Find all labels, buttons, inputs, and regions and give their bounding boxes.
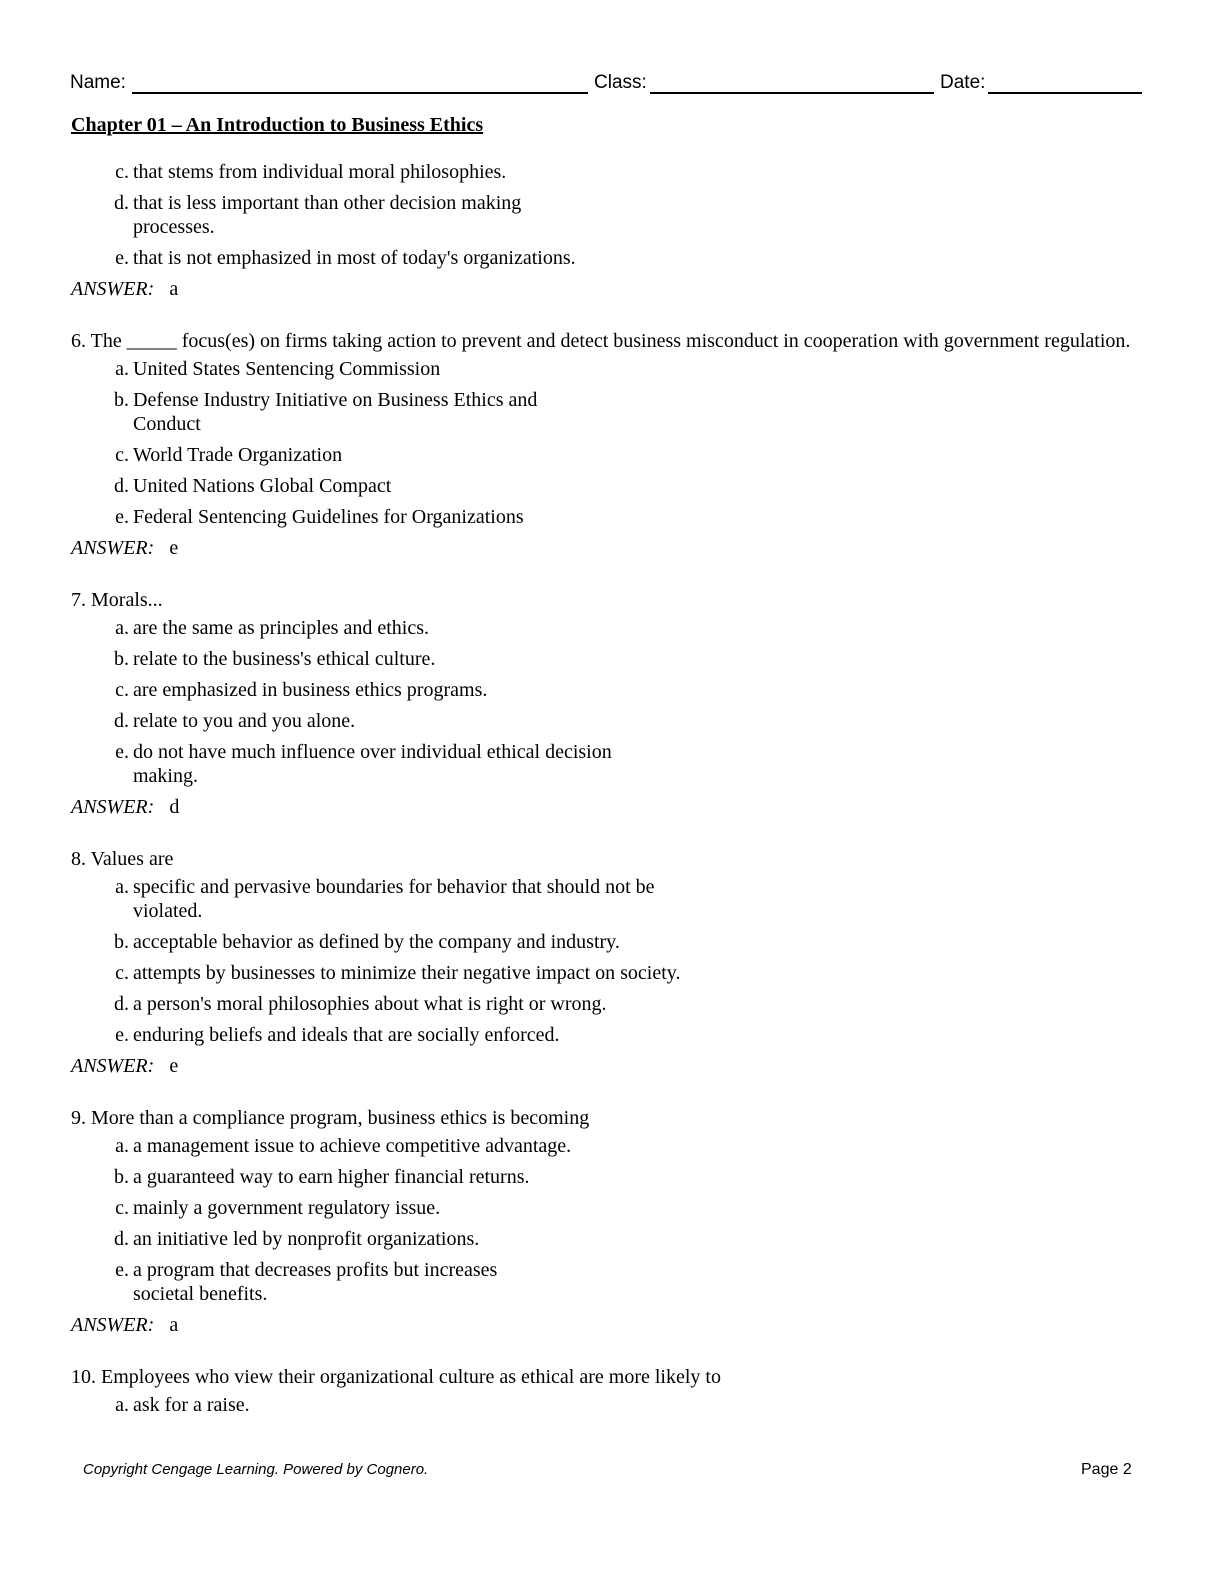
option-text: that is not emphasized in most of today's organizations. xyxy=(133,247,576,269)
question-9 xyxy=(71,1106,1131,1337)
answer-option xyxy=(71,930,1131,954)
option-letter: a. xyxy=(115,876,129,898)
option-text: a person's moral philosophies about what is right or wrong. xyxy=(133,993,607,1015)
answer-value: e xyxy=(169,537,179,559)
option-letter: a. xyxy=(115,1135,129,1157)
answer-key xyxy=(71,277,1131,301)
option-letter: b. xyxy=(114,1166,129,1188)
answer-label: ANSWER: xyxy=(71,278,155,300)
answer-option xyxy=(71,357,1131,381)
answer-option xyxy=(71,740,1131,788)
answer-value: a xyxy=(169,278,179,300)
answer-value: e xyxy=(169,1055,179,1077)
answer-label: ANSWER: xyxy=(71,1314,155,1336)
name-line xyxy=(132,92,588,94)
answer-option xyxy=(71,388,1131,436)
answer-option xyxy=(71,1227,1131,1251)
question-7 xyxy=(71,588,1131,819)
date-label: Date: xyxy=(940,72,986,93)
answer-label: ANSWER: xyxy=(71,796,155,818)
option-letter: d. xyxy=(114,1228,129,1250)
question-stem: 9. More than a compliance program, business ethics is becoming xyxy=(71,1107,590,1129)
answer-key xyxy=(71,795,1131,819)
answer-option xyxy=(71,1134,1131,1158)
footer-page-number: Page 2 xyxy=(1081,1461,1132,1478)
option-text: specific and pervasive boundaries for behavior that should not be violated. xyxy=(133,876,655,922)
option-letter: d. xyxy=(114,192,129,214)
option-text: Federal Sentencing Guidelines for Organizations xyxy=(133,506,524,528)
option-letter: e. xyxy=(115,741,129,763)
option-text: relate to the business's ethical culture. xyxy=(133,648,436,670)
option-letter: a. xyxy=(115,617,129,639)
option-text: a guaranteed way to earn higher financial returns. xyxy=(133,1166,530,1188)
option-text: Defense Industry Initiative on Business Ethics and Conduct xyxy=(133,389,538,435)
option-text: relate to you and you alone. xyxy=(133,710,356,732)
option-letter: e. xyxy=(115,1259,129,1281)
option-letter: d. xyxy=(114,475,129,497)
answer-option xyxy=(71,875,1131,923)
answer-key xyxy=(71,1313,1131,1337)
answer-value: a xyxy=(169,1314,179,1336)
option-text: attempts by businesses to minimize their negative impact on society. xyxy=(133,962,681,984)
option-letter: c. xyxy=(115,444,129,466)
option-text: a program that decreases profits but increases societal benefits. xyxy=(133,1259,498,1305)
answer-option xyxy=(71,443,1131,467)
question-10 xyxy=(71,1365,1131,1417)
question-stem: 7. Morals... xyxy=(71,589,163,611)
option-text: United States Sentencing Commission xyxy=(133,358,441,380)
chapter-title: Chapter 01 – An Introduction to Business Ethics xyxy=(71,114,484,136)
option-text: that stems from individual moral philosophies. xyxy=(133,161,507,183)
question-stem: 6. The _____ focus(es) on firms taking action to prevent and detect business misconduct in cooperation with government regulation. xyxy=(71,330,1131,352)
option-text: mainly a government regulatory issue. xyxy=(133,1197,441,1219)
option-letter: c. xyxy=(115,161,129,183)
answer-option xyxy=(71,1258,1131,1306)
option-letter: e. xyxy=(115,247,129,269)
answer-label: ANSWER: xyxy=(71,1055,155,1077)
option-text: that is less important than other decision making processes. xyxy=(133,192,522,238)
class-label: Class: xyxy=(594,72,647,93)
answer-option xyxy=(71,616,1131,640)
answer-option xyxy=(71,961,1131,985)
answer-option xyxy=(71,1165,1131,1189)
answer-option xyxy=(71,1393,1131,1417)
option-letter: b. xyxy=(114,931,129,953)
page-header xyxy=(70,70,1142,96)
option-letter: c. xyxy=(115,679,129,701)
answer-option xyxy=(71,709,1131,733)
option-text: an initiative led by nonprofit organizations. xyxy=(133,1228,480,1250)
option-text: are emphasized in business ethics programs. xyxy=(133,679,488,701)
answer-label: ANSWER: xyxy=(71,537,155,559)
answer-option xyxy=(71,1196,1131,1220)
footer-copyright: Copyright Cengage Learning. Powered by Cognero. xyxy=(83,1461,429,1478)
answer-option xyxy=(71,992,1131,1016)
answer-option xyxy=(71,160,1131,184)
answer-value: d xyxy=(169,796,180,818)
name-label: Name: xyxy=(70,72,126,93)
question-6 xyxy=(71,329,1131,560)
class-line xyxy=(650,92,934,94)
answer-option xyxy=(71,1023,1131,1047)
question-8 xyxy=(71,847,1131,1078)
option-text: are the same as principles and ethics. xyxy=(133,617,429,639)
option-text: do not have much influence over individual ethical decision making. xyxy=(133,741,612,787)
option-letter: b. xyxy=(114,648,129,670)
option-text: acceptable behavior as defined by the company and industry. xyxy=(133,931,620,953)
option-letter: d. xyxy=(114,710,129,732)
answer-key xyxy=(71,536,1131,560)
date-line xyxy=(988,92,1142,94)
question-list xyxy=(71,160,1131,1424)
question-stem: 8. Values are xyxy=(71,848,174,870)
answer-option xyxy=(71,191,1131,239)
answer-key xyxy=(71,1054,1131,1078)
answer-option xyxy=(71,246,1131,270)
answer-option xyxy=(71,505,1131,529)
question-stem: 10. Employees who view their organizational culture as ethical are more likely to xyxy=(71,1366,721,1388)
option-letter: d. xyxy=(114,993,129,1015)
question-continued xyxy=(71,160,1131,301)
option-text: United Nations Global Compact xyxy=(133,475,392,497)
option-text: a management issue to achieve competitive advantage. xyxy=(133,1135,572,1157)
option-letter: e. xyxy=(115,506,129,528)
option-letter: c. xyxy=(115,1197,129,1219)
option-letter: a. xyxy=(115,358,129,380)
option-text: ask for a raise. xyxy=(133,1394,250,1416)
option-letter: c. xyxy=(115,962,129,984)
option-text: World Trade Organization xyxy=(133,444,343,466)
answer-option xyxy=(71,678,1131,702)
option-letter: b. xyxy=(114,389,129,411)
answer-option xyxy=(71,474,1131,498)
option-letter: e. xyxy=(115,1024,129,1046)
answer-option xyxy=(71,647,1131,671)
option-letter: a. xyxy=(115,1394,129,1416)
option-text: enduring beliefs and ideals that are socially enforced. xyxy=(133,1024,560,1046)
